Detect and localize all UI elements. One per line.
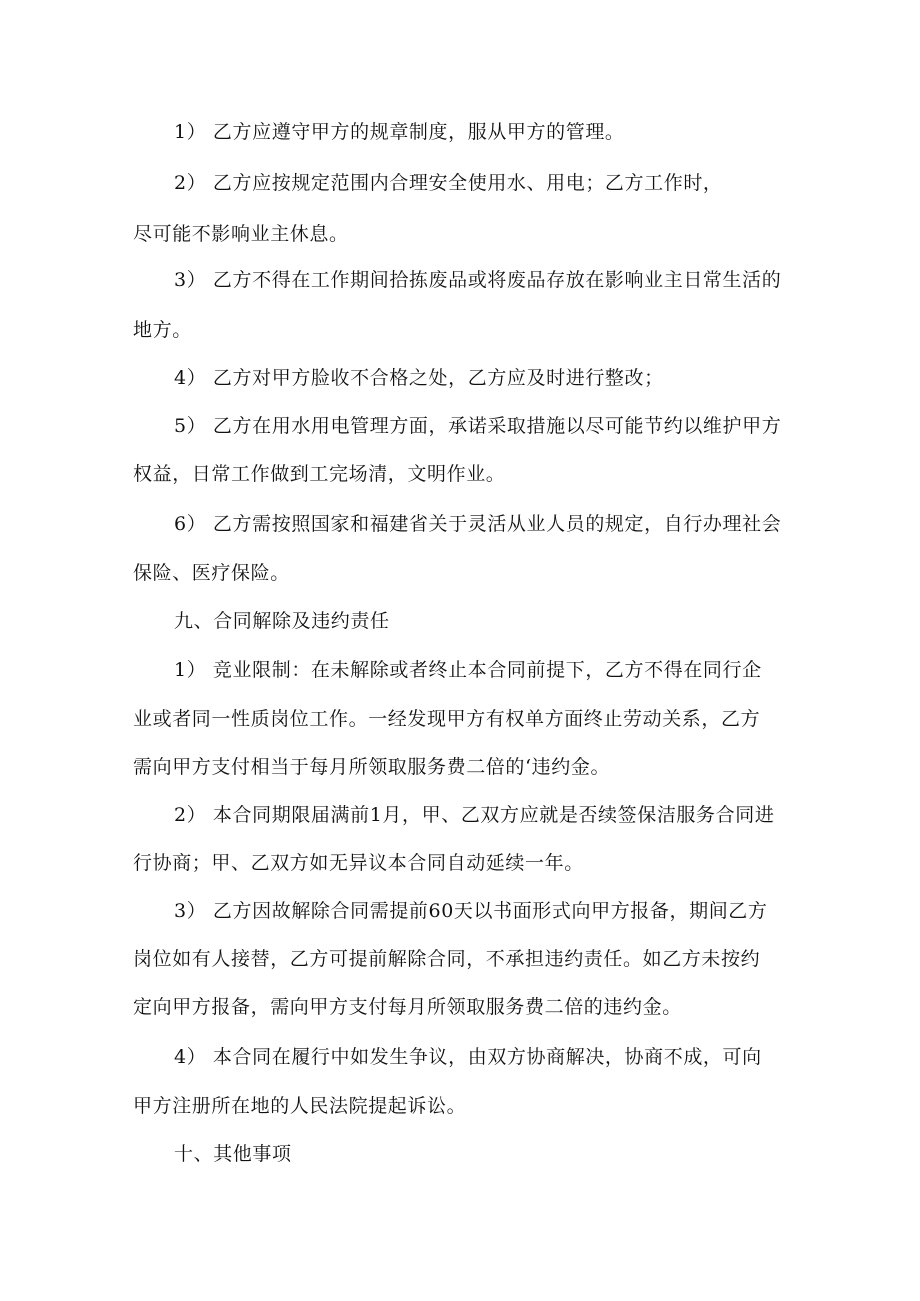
section-heading-9: 九、合同解除及违约责任 <box>174 610 390 632</box>
clause-4: 4） 乙方对甲方脸收不合格之处，乙方应及时进行整改； <box>174 367 664 389</box>
section-9-clause-1-line-1: 1） 竞业限制：在未解除或者终止本合同前提下，乙方不得在同行企 <box>174 659 762 681</box>
section-9-clause-2-line-2: 行协商；甲、乙双方如无异议本合同自动延续一年。 <box>133 852 584 874</box>
clause-3-line-1: 3） 乙方不得在工作期间拾拣废品或将废品存放在影响业主日常生活的 <box>174 269 782 291</box>
clause-3-line-2: 地方。 <box>133 319 192 341</box>
clause-2-line-2: 尽可能不影响业主休息。 <box>133 223 349 245</box>
section-9-clause-4-line-1: 4） 本合同在履行中如发生争议，由双方协商解决，协商不成，可向 <box>174 1046 762 1068</box>
section-heading-10: 十、其他事项 <box>174 1143 292 1165</box>
section-9-clause-3-line-1: 3） 乙方因故解除合同需提前60天以书面形式向甲方报备，期间乙方 <box>174 900 768 922</box>
clause-5-line-1: 5） 乙方在用水用电管理方面，承诺采取措施以尽可能节约以维护甲方 <box>174 415 782 437</box>
clause-6-line-2: 保险、医疗保险。 <box>133 562 290 584</box>
section-9-clause-3-line-2: 岗位如有人接替，乙方可提前解除合同，不承担违约责任。如乙方未按约 <box>133 948 761 970</box>
section-9-clause-4-line-2: 甲方注册所在地的人民法院提起诉讼。 <box>133 1095 467 1117</box>
clause-2-line-1: 2） 乙方应按规定范围内合理安全使用水、用电；乙方工作时， <box>174 172 723 194</box>
section-9-clause-1-line-2: 业或者同一性质岗位工作。一经发现甲方有权单方面终止劳动关系，乙方 <box>133 708 761 730</box>
section-9-clause-3-line-3: 定向甲方报备，需向甲方支付每月所领取服务费二倍的违约金。 <box>133 996 682 1018</box>
clause-6-line-1: 6） 乙方需按照国家和福建省关于灵活从业人员的规定，自行办理社会 <box>174 513 782 535</box>
clause-5-line-2: 权益，日常工作做到工完场清，文明作业。 <box>133 463 506 485</box>
clause-1: 1） 乙方应遵守甲方的规章制度，服从甲方的管理。 <box>174 121 625 143</box>
section-9-clause-1-line-3: 需向甲方支付相当于每月所领取服务费二倍的‘违约金。 <box>133 756 611 778</box>
section-9-clause-2-line-1: 2） 本合同期限届满前1月，甲、乙双方应就是否续签保洁服务合同进 <box>174 804 775 826</box>
